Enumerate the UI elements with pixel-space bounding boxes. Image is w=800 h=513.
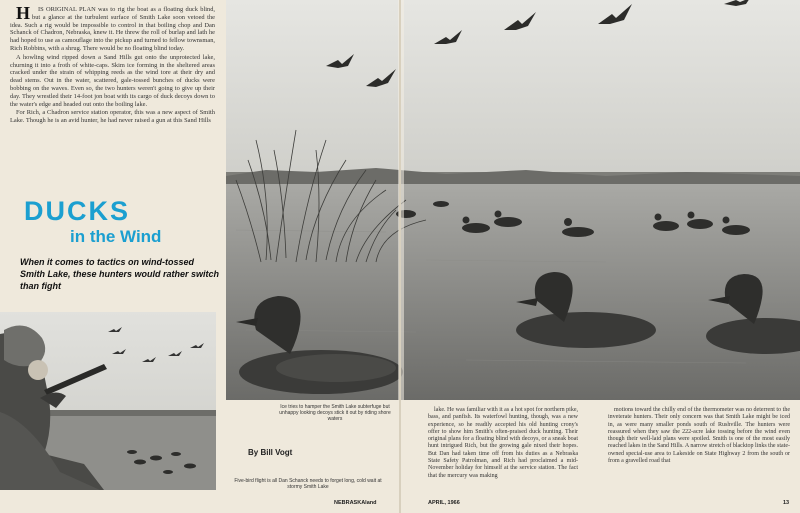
intro-paragraph: IS ORIGINAL PLAN was to rig the boat as a floating duck blind, but a glance at the turbulent surface of Smith Lake soon vetoed the idea. Such a rig would be impossible to control in that boiling chop and Dan Schanck of Chadron, Nebraska, knew it. He threw the roll of burlap and lath he had hoped to use as camouflage into the pickup and turned to fellow townsman, Rich Robbins, with a shrug. There would be no floating blind today. (10, 6, 215, 52)
hunter-photo (0, 312, 216, 490)
hunter-photo-caption: Five-bird flight is all Dan Schanck needs to forget long, cold wait at stormy Smith Lake (234, 478, 382, 490)
column-text: lake. He was familiar with it as a hot spot for northern pike, bass, and panfish. Its waterfowl hunting, though, was a new experience, so he readily accepted his old hunting crony's offer to show him Smith's often-praised duck hunting. Their original plans for a floating blind with decoys, or a sneak boat hunt intrigued Rich, but the growing gale nixed their hopes. But Dan had taken time off from his duties as a Nebraska State Safety Patrolman, and Rich had proclaimed a mid-November holiday for himself at the service station. The fact that the mercury was making (428, 407, 578, 479)
page-gutter (399, 0, 401, 513)
headline-ducks: DUCKS (24, 196, 131, 226)
article-column-1 (428, 407, 578, 480)
column-text: motions toward the chilly end of the thermometer was no deterrent to the inveterate hunters. Their only concern was that Smith Lake might be iced in, as were many smaller ponds south of Rushville. The hunters were reassured when they saw the 222-acre lake tossing before the wind even though their well-laid plans were spoiled. Smith is one of the most easily reached lakes in the Sand Hills. A narrow stretch of blacktop links the state-owned special-use area to Lakeside on State Highway 2 from the south or from a gravelled road that (608, 407, 790, 465)
headline (24, 196, 161, 247)
byline: By Bill Vogt (248, 448, 293, 457)
headline-in-the-wind: in the Wind (70, 227, 162, 246)
footer-date: APRIL, 1966 (428, 500, 460, 506)
intro-text (10, 3, 215, 126)
intro-paragraph: For Rich, a Chadron service station operator, this was a new aspect of Smith Lake. Though he is an avid hunter, he had never raised a gun at this Sand Hills (10, 109, 215, 125)
subheadline: When it comes to tactics on wind-tossed Smith Lake, these hunters would rather switch than fight (20, 257, 220, 291)
intro-paragraph: A howling wind ripped down a Sand Hills gut onto the unprotected lake, churning it into a froth of white-caps. Skim ice forming in the sheltered areas cracked under the strain of whipping reeds as the wind tore at their dry and dead stems. Out in the water, scattered, gale-tossed bunches of ducks were bobbing on the waves. Even so, the two hunters weren't going to give up their day. They wrestled their 14-foot jon boat with its cargo of duck decoys down to the water's edge and headed out onto the boiling lake. (10, 53, 215, 108)
article-column-2 (608, 407, 790, 465)
decoy-photo (226, 0, 800, 400)
footer-page-number: 13 (783, 500, 790, 506)
decoy-photo-caption: Ice tries to hamper the Smith Lake subterfuge but unhappy looking decoys stick it out by riding shore waters (279, 404, 391, 422)
footer-magazine: NEBRASKAland (334, 500, 377, 506)
drop-cap: H (16, 3, 31, 23)
